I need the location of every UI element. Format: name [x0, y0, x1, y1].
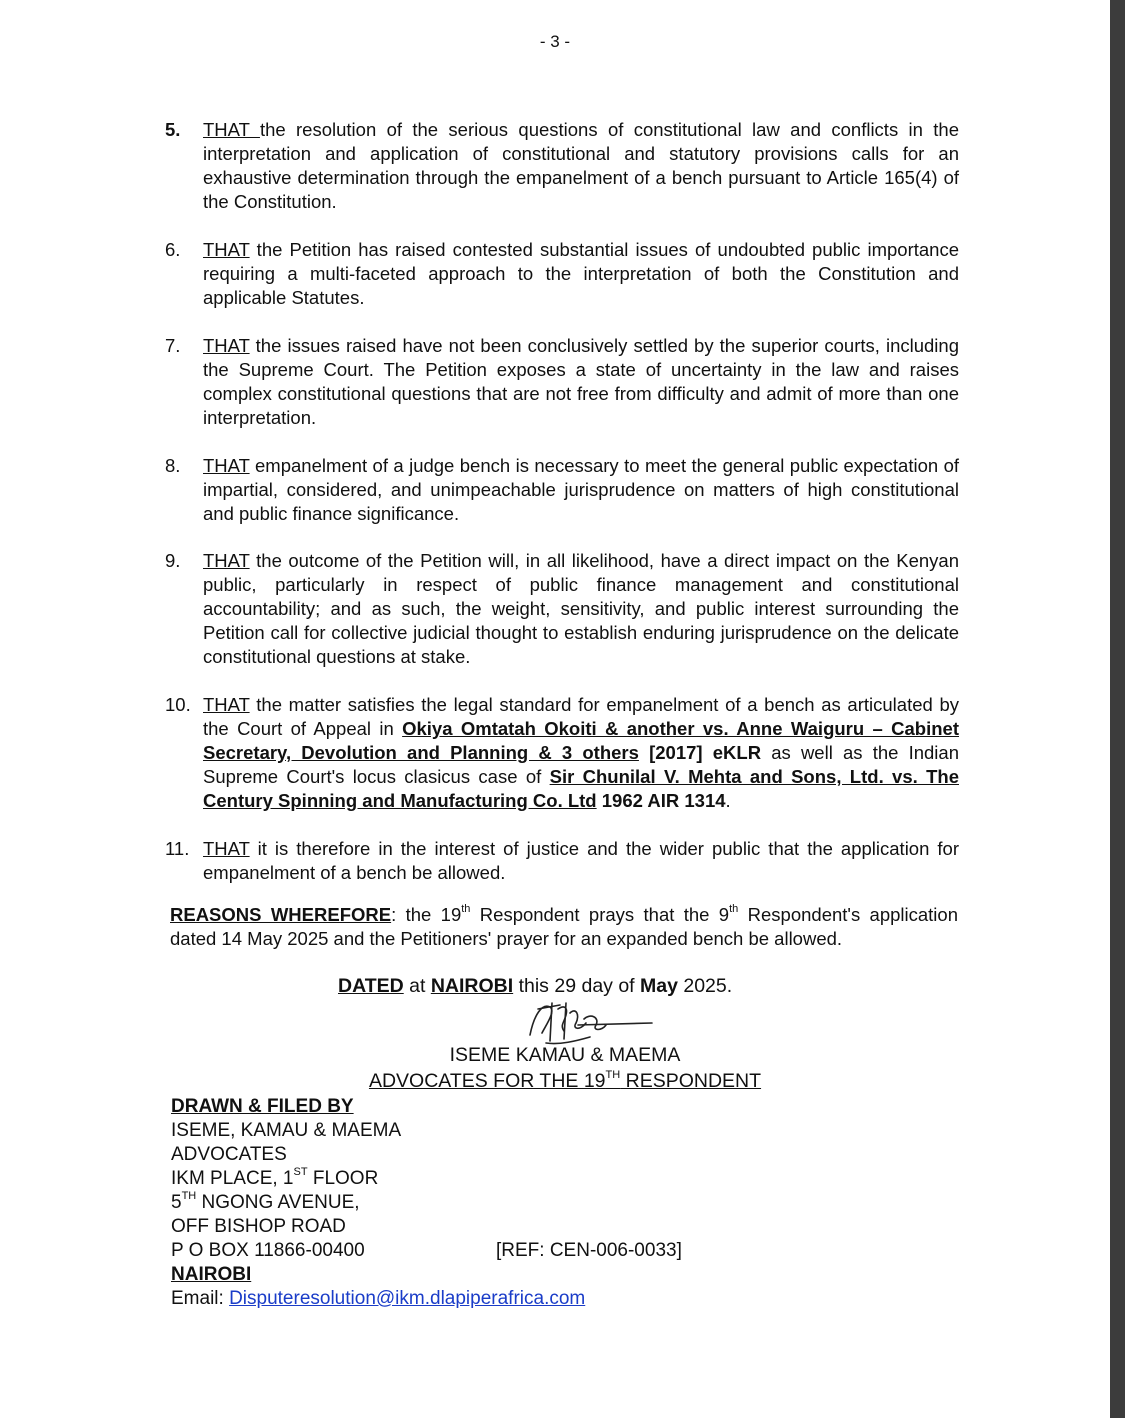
- filed-text: NGONG AVENUE,: [196, 1192, 360, 1213]
- filed-text: 5: [171, 1192, 182, 1213]
- dated-year: 2025.: [677, 975, 733, 997]
- paragraph-text: the Petition has raised contested substantial issues of undoubted public importance requiring a multi-faceted approach to the interpretation of both the Constitution and applicable Statutes.: [203, 239, 959, 308]
- filed-text: FLOOR: [307, 1168, 379, 1189]
- email-label: Email:: [171, 1288, 230, 1309]
- reasons-text: : the 19: [391, 904, 462, 925]
- ordinal-suffix: TH: [181, 1189, 197, 1202]
- case-citation-okiya: Okiya Omtatah Okoiti & another vs. Anne Waiguru – Cabinet Secretary, Devolution and Planning & 3 others: [203, 718, 959, 763]
- dated-month: May: [640, 975, 678, 997]
- page-number: - 3 -: [539, 32, 571, 51]
- filed-line: [171, 1191, 731, 1215]
- filed-text: IKM PLACE, 1: [171, 1168, 294, 1189]
- reasons-text: Respondent prays that the 9: [470, 904, 730, 925]
- dated-text: day of: [581, 975, 641, 997]
- that-lead: THAT: [203, 838, 250, 859]
- dated-text: at: [403, 975, 431, 997]
- case-citation-chunilal: Sir Chunilal V. Mehta and Sons, Ltd. vs. The Century Spinning and Manufacturing Co. Ltd: [203, 766, 959, 811]
- citation-eklr: [2017] eKLR: [638, 742, 762, 763]
- paragraph-text: as well as the Indian Supreme Court's locus clasicus case of: [203, 742, 959, 787]
- reasons-text: Respondent's application dated 14 May 2025 and the Petitioners' prayer for an expanded bench be allowed.: [170, 904, 958, 949]
- that-lead: THAT: [203, 119, 260, 140]
- that-lead: THAT: [203, 694, 250, 715]
- paragraph-text: the matter satisfies the legal standard for empanelment of a bench as articulated by the Court of Appeal in: [203, 694, 959, 739]
- email-link[interactable]: Disputeresolution@ikm.dlapiperafrica.com: [229, 1288, 586, 1309]
- filed-city: NAIROBI: [171, 1264, 252, 1285]
- role-text: RESPONDENT: [620, 1070, 762, 1092]
- ordinal-suffix: th: [461, 902, 471, 915]
- filed-line: ADVOCATES: [171, 1144, 287, 1165]
- paragraph-7: [165, 334, 959, 430]
- paragraph-text: the issues raised have not been conclusively settled by the superior courts, including the Supreme Court. The Petition exposes a state of uncertainty in the law and raises complex constitutional questions that are not free from difficulty and admit of more than one interpretation.: [203, 335, 959, 428]
- paragraph-6: [165, 238, 959, 310]
- paragraph-8: [165, 454, 959, 526]
- reference-number: [REF: CEN-006-0033]: [496, 1240, 682, 1261]
- filed-heading: DRAWN & FILED BY: [171, 1096, 354, 1117]
- paragraph-10: [165, 693, 959, 813]
- ordinal-suffix: TH: [605, 1068, 621, 1081]
- paragraph-text: .: [725, 790, 731, 811]
- paragraph-number: 6.: [165, 239, 181, 260]
- dated-day: 29: [548, 975, 582, 997]
- dated-text: this: [513, 975, 549, 997]
- paragraph-text: the outcome of the Petition will, in all likelihood, have a direct impact on the Kenyan public, particularly in respect of public finance management and constitutional accountability; and as such, the weight, sensitivity, and public interest surrounding the Petition call for collective judicial thought to establish enduring jurisprudence on the delicate constitutional questions at stake.: [203, 550, 959, 667]
- paragraph-number: 8.: [165, 455, 181, 476]
- firm-name: ISEME KAMAU & MAEMA: [449, 1044, 681, 1066]
- that-lead: THAT: [203, 335, 250, 356]
- filed-line: P O BOX 11866-00400: [171, 1240, 365, 1261]
- paragraph-number: 9.: [165, 550, 181, 571]
- paragraph-text: it is therefore in the interest of justice and the wider public that the application for empanelment of a bench be allowed.: [203, 838, 959, 883]
- filed-line: ISEME, KAMAU & MAEMA: [171, 1120, 402, 1141]
- citation-air: 1962 AIR 1314: [596, 790, 726, 811]
- paragraph-11: [165, 837, 959, 885]
- paragraph-number: 5.: [165, 119, 181, 140]
- dated-word: DATED: [338, 975, 404, 997]
- drawn-filed-block: [171, 1095, 731, 1311]
- that-lead: THAT: [203, 550, 250, 571]
- email-line: [171, 1287, 731, 1311]
- advocates-for-line: [0, 1069, 1125, 1093]
- role-text: ADVOCATES FOR THE 19: [368, 1070, 606, 1092]
- scrollbar-track[interactable]: [1110, 0, 1125, 1418]
- paragraph-number: 11.: [165, 838, 190, 859]
- ordinal-suffix: th: [729, 902, 739, 915]
- filed-line: [171, 1167, 731, 1191]
- paragraph-9: [165, 549, 959, 669]
- dated-city: NAIROBI: [430, 975, 514, 997]
- reasons-wherefore: [170, 903, 958, 951]
- paragraph-text: empanelment of a judge bench is necessary to meet the general public expectation of impartial, considered, and unimpeachable jurisprudence on matters of high constitutional and public finance significance.: [203, 455, 959, 524]
- paragraph-text: the resolution of the serious questions of constitutional law and conflicts in the interpretation and application of constitutional and statutory provisions calls for an exhaustive determination through the empanelment of a bench pursuant to Article 165(4) of the Constitution.: [203, 119, 960, 212]
- that-lead: THAT: [203, 455, 250, 476]
- paragraph-number: 7.: [165, 335, 181, 356]
- ordinal-suffix: ST: [293, 1165, 308, 1178]
- paragraph-5: [165, 118, 959, 214]
- paragraph-number: 10.: [165, 694, 191, 715]
- that-lead: THAT: [203, 239, 250, 260]
- reasons-lead: REASONS WHEREFORE: [170, 904, 392, 925]
- filed-line: OFF BISHOP ROAD: [171, 1216, 346, 1237]
